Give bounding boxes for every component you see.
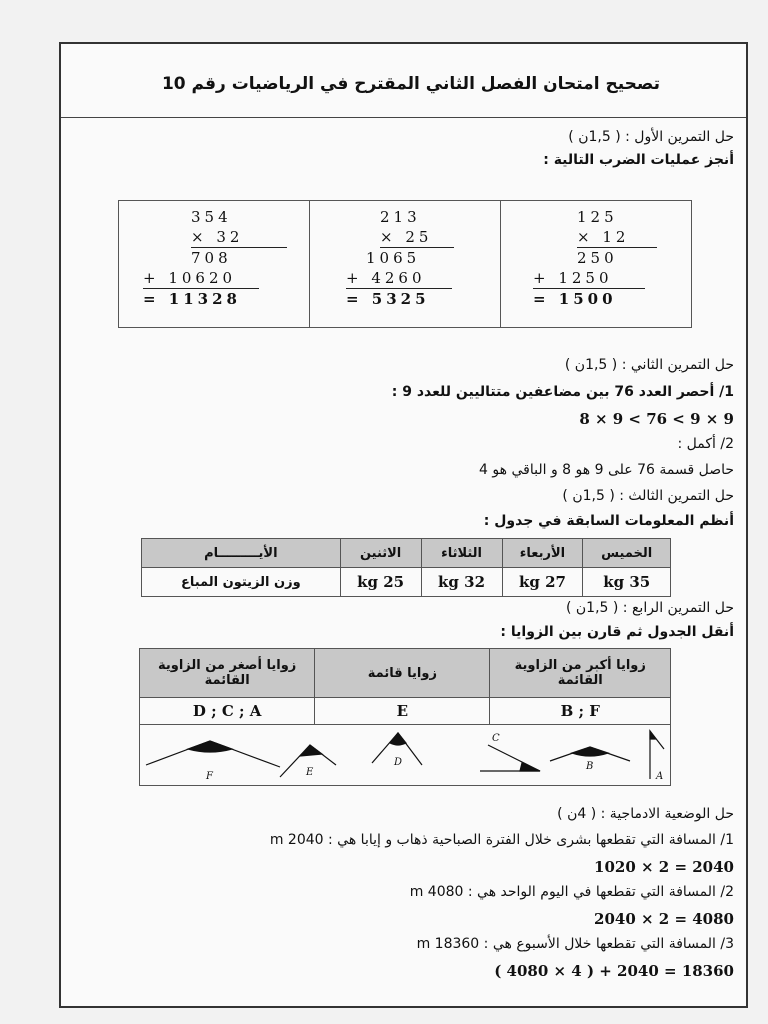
day-value: 25 kg [340,568,421,597]
ex2-question-1: 1/ أحصر العدد 76 بين مضاعفين متتاليين للعدد 9 : [391,384,734,400]
mult-line: 354 [191,208,232,226]
mult-line: 250 [577,249,618,267]
ex2-answer-2: حاصل قسمة 76 على 9 هو 8 و الباقي هو 4 [479,462,734,478]
angle-b-mark [572,747,608,756]
situation-question-2: 2/ المسافة التي تقطعها في اليوم الواحد هي : 4080 m [409,884,734,900]
mult-line: + 4260 [346,268,452,289]
angle-label: E [306,767,314,778]
angle-f-mark [188,741,232,752]
angle-c-mark [520,763,540,771]
title-row [61,44,746,118]
angle-e-mark [300,745,322,756]
day-header: الخميس [583,539,671,568]
angles-drawing [140,725,670,781]
mult-cell-1 [501,201,692,328]
situation-question-1: 1/ المسافة التي تقطعها بشرى خلال الفترة الصباحية ذهاب و إيابا هي : 2040 m [269,832,734,848]
day-value: 35 kg [583,568,671,597]
ex3-instruction: أنظم المعلومات السابقة في جدول : [483,513,734,529]
mult-line: + 10620 [143,268,259,289]
mult-line: × 25 [380,227,454,248]
angles-header: زوايا أكبر من الزاوية القائمة [490,649,671,698]
mult-line: 125 [577,208,618,226]
angles-header: زوايا قائمة [315,649,490,698]
ex3-heading: حل التمرين الثالث : ( 1,5ن ) [562,488,734,504]
multiplication-table [118,200,692,328]
mult-result: = 1500 [533,290,617,308]
angle-label: C [492,733,500,744]
mult-result: = 5325 [346,290,430,308]
day-header: الاثنين [340,539,421,568]
day-header: الأربعاء [502,539,583,568]
angles-value: E [315,698,490,725]
mult-line: × 12 [577,227,657,248]
angles-value: D ; C ; A [140,698,315,725]
situation-heading: حل الوضعية الادماجية : ( 4ن ) [557,806,734,822]
exam-sheet [59,42,748,1008]
day-header: الثلاثاء [421,539,502,568]
mult-line: × 32 [191,227,287,248]
angle-label: B [586,761,594,772]
situation-answer-1: 1020 × 2 = 2040 [594,858,734,876]
day-header: الأيـــــــــام [142,539,341,568]
angle-a-mark [650,731,656,739]
angles-table [139,648,671,786]
mult-line: 708 [191,249,232,267]
situation-question-3: 3/ المسافة التي تقطعها خلال الأسبوع هي : 18360 m [416,936,734,952]
day-value: 27 kg [502,568,583,597]
page-title: تصحيح امتحان الفصل الثاني المقترح في الرياضيات رقم 10 [161,74,661,94]
mult-cell-3 [119,201,310,328]
angles-drawing-cell [140,725,671,786]
ex2-answer-1: 8 × 9 < 76 < 9 × 9 [579,410,734,428]
mult-line: + 1250 [533,268,645,289]
days-table [141,538,671,597]
mult-cell-2 [310,201,501,328]
ex2-question-2: 2/ أكمل : [677,436,734,452]
angles-header: زوايا أصغر من الزاوية القائمة [140,649,315,698]
mult-line: 1065 [366,249,421,267]
ex1-instruction: أنجز عمليات الضرب التالية : [543,152,734,168]
mult-result: = 11328 [143,290,241,308]
ex1-heading: حل التمرين الأول : ( 1,5ن ) [568,129,734,145]
ex4-heading: حل التمرين الرابع : ( 1,5ن ) [565,600,734,616]
day-value: 32 kg [421,568,502,597]
ex4-instruction: أنقل الجدول ثم قارن بين الزوايا : [500,624,734,640]
ex2-heading: حل التمرين الثاني : ( 1,5ن ) [564,357,734,373]
situation-answer-2: 2040 × 2 = 4080 [594,910,734,928]
angle-label: A [656,771,664,781]
angle-label: F [206,771,213,781]
situation-answer-3: ( 4080 × 4 ) + 2040 = 18360 [494,962,734,980]
angles-value: B ; F [490,698,671,725]
angle-label: D [394,757,403,768]
mult-line: 213 [380,208,421,226]
row-label: وزن الزيتون المباع [142,568,341,597]
